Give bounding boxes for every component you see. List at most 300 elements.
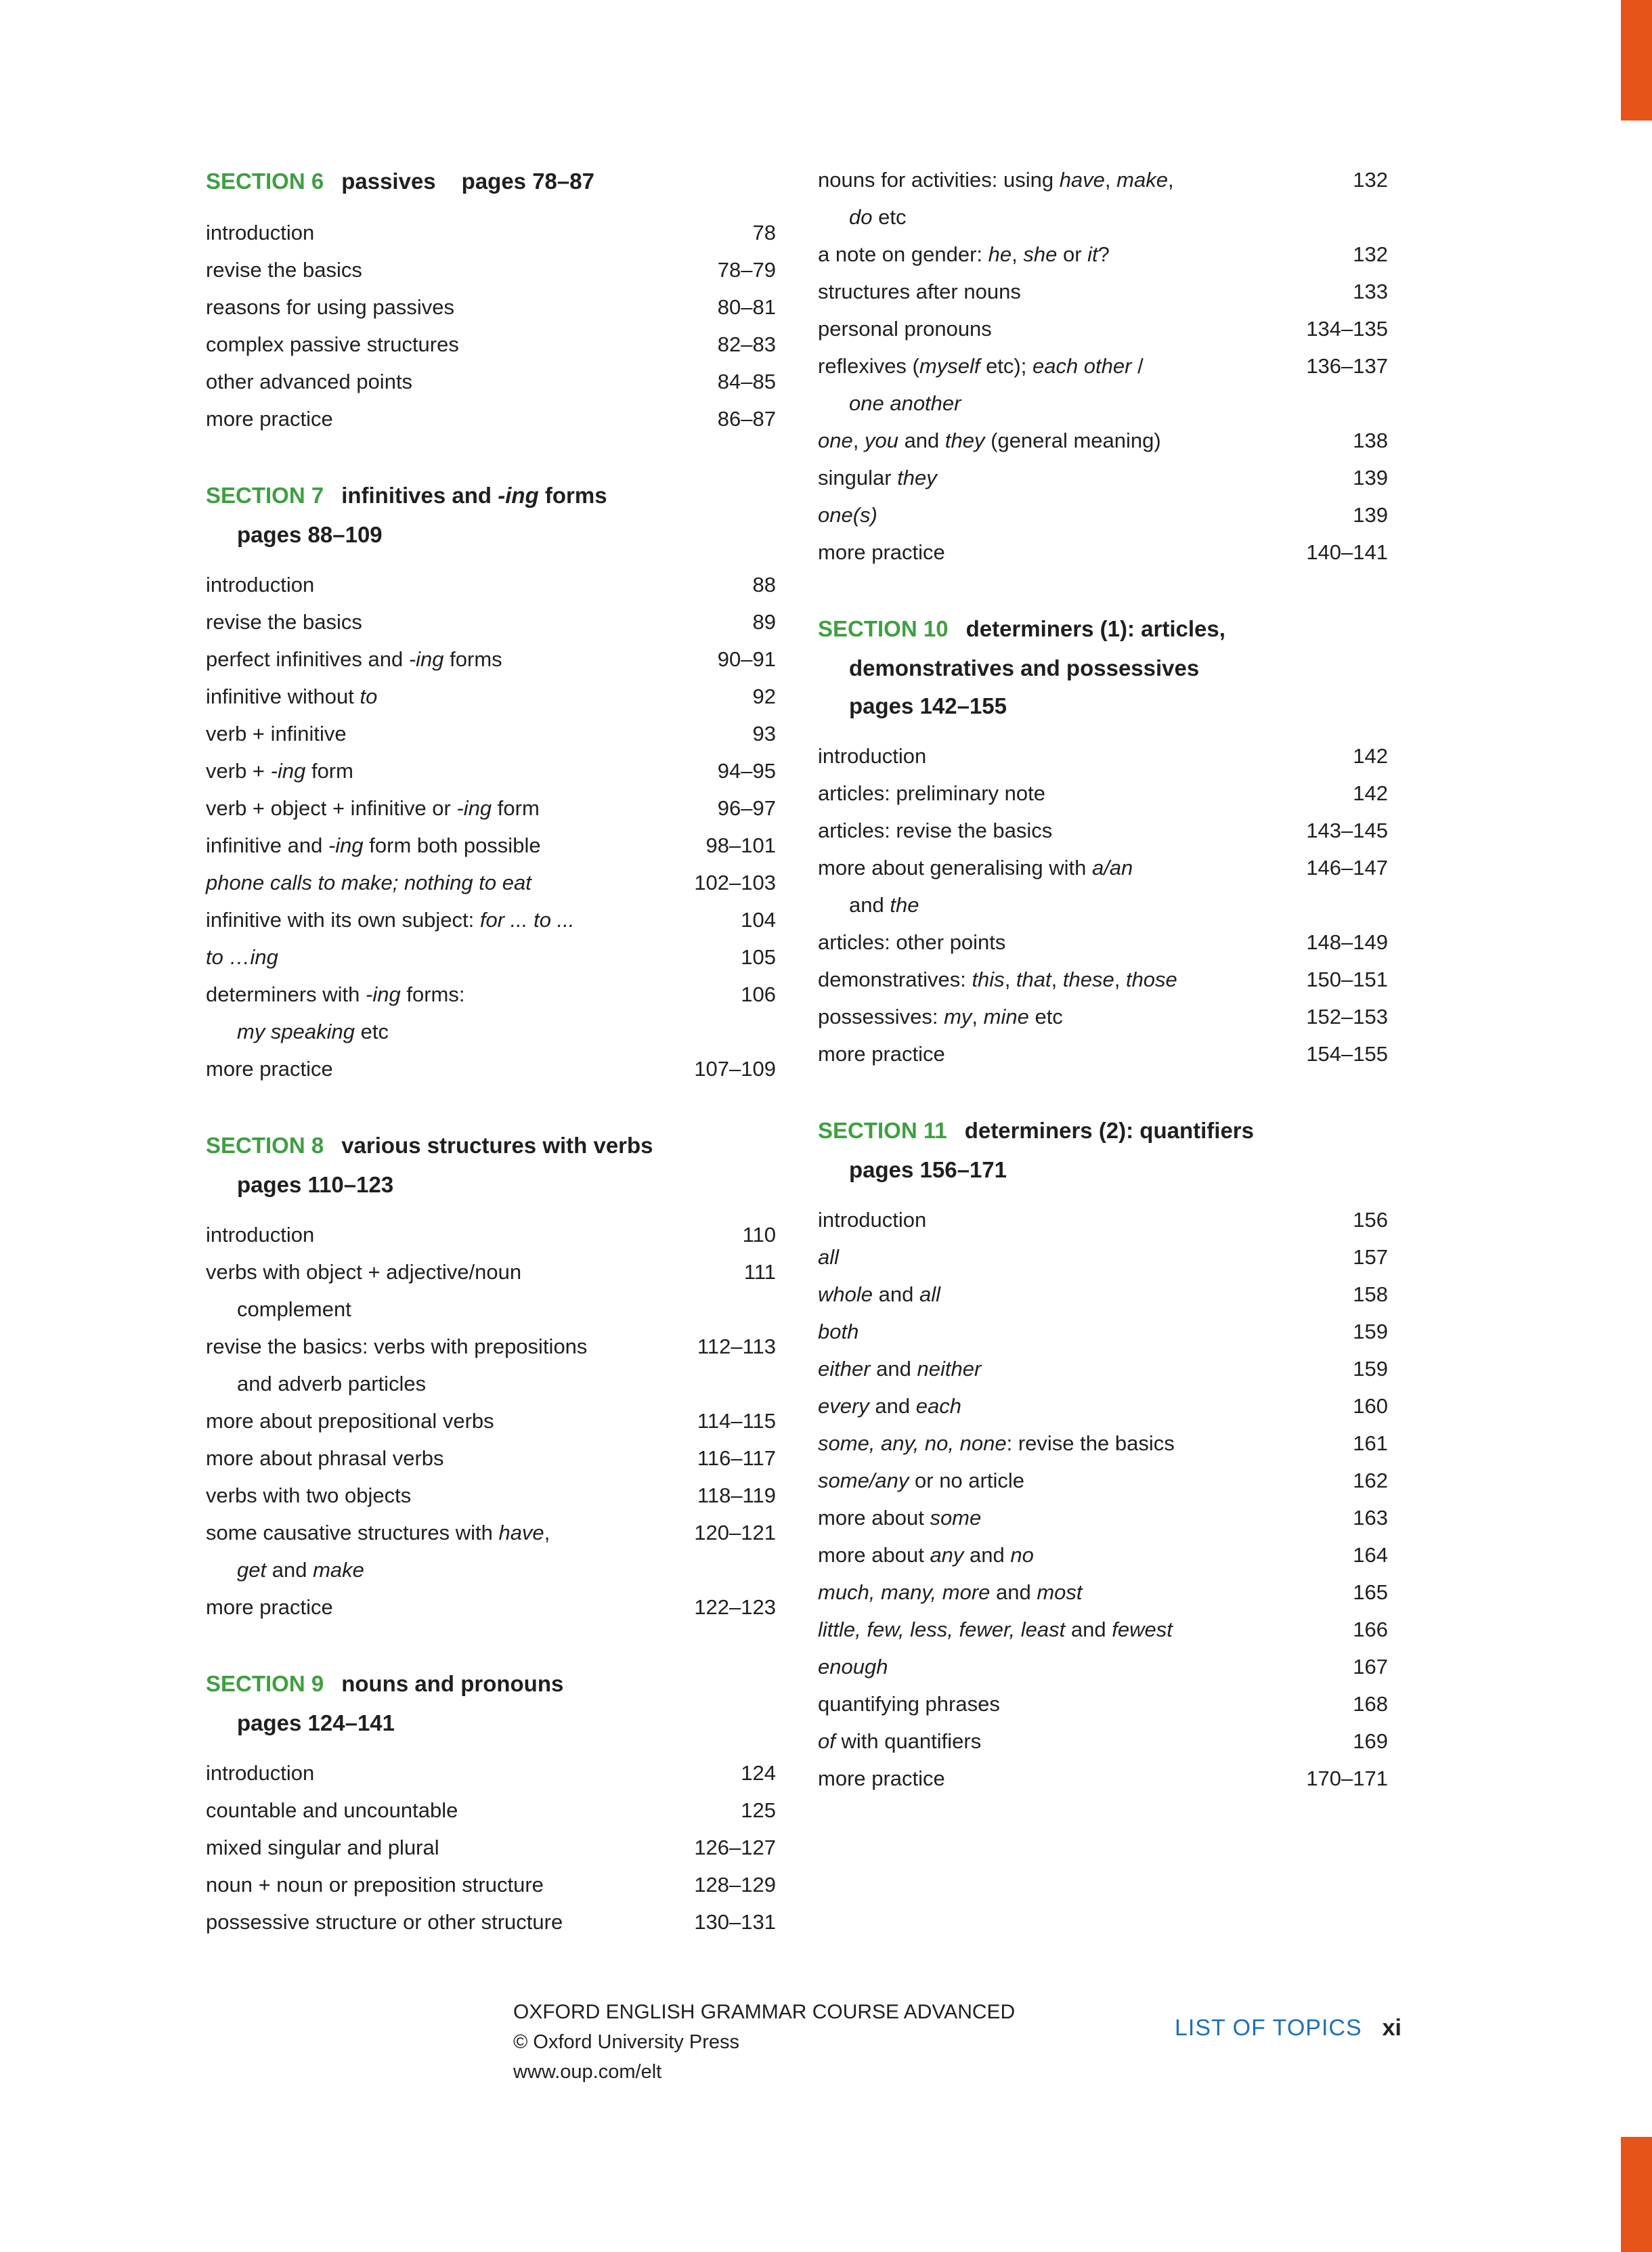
toc-entry: [206, 251, 776, 288]
toc-entry-line: [206, 715, 776, 752]
toc-entry-label: nouns for activities: using have, make,: [818, 168, 1174, 192]
section-heading: [818, 1110, 1388, 1189]
toc-entry: [818, 161, 1388, 236]
toc-entry-line: [206, 1253, 776, 1291]
toc-column-left: [206, 161, 776, 1941]
toc-entry-pages: 88: [752, 573, 776, 597]
toc-entry-line: [206, 288, 776, 326]
toc-entry-continuation: get and make: [237, 1558, 364, 1582]
toc-entry: [818, 737, 1388, 775]
toc-entry-continuation: and the: [849, 893, 919, 917]
toc-entry-line: [206, 1050, 776, 1087]
toc-entry-pages: 124: [741, 1761, 776, 1785]
section-number: SECTION 6: [206, 169, 324, 194]
toc-entry-pages: 143–145: [1306, 819, 1388, 842]
toc-entry-line: [818, 1648, 1388, 1685]
toc-entry: [818, 459, 1388, 496]
toc-entry-label: introduction: [818, 744, 927, 768]
toc-entry-pages: 133: [1353, 280, 1388, 303]
toc-entries: [818, 1201, 1388, 1797]
toc-entry-line: [206, 678, 776, 715]
section-pages: pages 88–109: [237, 522, 383, 547]
toc-entry-line: [206, 1216, 776, 1253]
toc-entry: [206, 1402, 776, 1439]
toc-entry: [818, 1574, 1388, 1611]
section-heading-line: [206, 161, 776, 202]
toc-entry-line: [206, 1792, 776, 1829]
toc-entry-label: more practice: [818, 1042, 945, 1066]
toc-entry-label: structures after nouns: [818, 280, 1021, 303]
toc-entry-pages: 142: [1353, 744, 1388, 768]
imprint-copyright: © Oxford University Press: [513, 2031, 739, 2053]
toc-entry-line: [206, 901, 776, 938]
toc-entry: [818, 1238, 1388, 1276]
toc-entry: [206, 1903, 776, 1941]
toc-entry-label: verb + infinitive: [206, 722, 347, 745]
toc-entry-pages: 128–129: [694, 1873, 776, 1897]
toc-entry: [818, 849, 1388, 924]
toc-entry-line: [206, 1328, 776, 1365]
toc-entry-label: quantifying phrases: [818, 1692, 1000, 1716]
toc-entry-line: [206, 1477, 776, 1514]
toc-entry-label: more about phrasal verbs: [206, 1446, 444, 1470]
toc-entry-label: more about prepositional verbs: [206, 1409, 494, 1433]
toc-entry: [206, 1754, 776, 1792]
toc-entry-continuation: and adverb particles: [237, 1372, 427, 1395]
toc-entry: [206, 938, 776, 976]
toc-entry-line: [206, 326, 776, 363]
toc-entry-label: more practice: [206, 1057, 333, 1081]
toc-entry-line: [206, 864, 776, 901]
toc-entry-label: verb + object + infinitive or -ing form: [206, 796, 540, 820]
toc-entry-line: [818, 737, 1388, 775]
toc-entries: [818, 737, 1388, 1073]
toc-entry-pages: 78–79: [717, 258, 776, 282]
toc-entry: [818, 1035, 1388, 1073]
section-pages: pages 156–171: [849, 1157, 1007, 1182]
toc-entry: [818, 775, 1388, 812]
toc-entry-label: articles: other points: [818, 930, 1006, 954]
toc-entry: [206, 715, 776, 752]
toc-entry-label: perfect infinitives and -ing forms: [206, 647, 502, 671]
toc-entry-continuation: my speaking etc: [237, 1020, 389, 1043]
toc-entry: [206, 1216, 776, 1253]
toc-entry-pages: 164: [1353, 1543, 1388, 1567]
toc-entry-label: introduction: [818, 1208, 927, 1232]
toc-entry-line: [818, 1276, 1388, 1313]
toc-entry-label: determiners with -ing forms:: [206, 982, 465, 1006]
toc-section: [818, 161, 1388, 571]
toc-entry-label: either and neither: [818, 1357, 982, 1381]
toc-entry-pages: 157: [1353, 1245, 1388, 1269]
toc-entry: [206, 1477, 776, 1514]
toc-entry: [206, 1253, 776, 1328]
section-pages: pages 110–123: [237, 1172, 394, 1197]
toc-entry-pages: 152–153: [1306, 1005, 1388, 1028]
toc-entry-label: enough: [818, 1655, 888, 1679]
toc-entry: [206, 1829, 776, 1866]
toc-entry-label: some, any, no, none: revise the basics: [818, 1431, 1175, 1455]
toc-entry-pages: 142: [1353, 781, 1388, 805]
page-edge-stripe-bottom: [1621, 2137, 1652, 2252]
toc-entry: [818, 1760, 1388, 1797]
toc-section: [206, 1125, 776, 1626]
toc-entry-line: [818, 1499, 1388, 1536]
toc-entry-pages: 102–103: [694, 871, 776, 894]
toc-entry-line: [818, 1723, 1388, 1760]
toc-entry-label: verbs with two objects: [206, 1484, 412, 1507]
toc-entry-label: singular they: [818, 466, 937, 490]
toc-entry: [818, 998, 1388, 1035]
toc-entry-pages: 80–81: [717, 295, 776, 319]
toc-entry-label: verb + -ing form: [206, 759, 353, 783]
toc-entry-pages: 166: [1353, 1618, 1388, 1641]
toc-entry: [818, 812, 1388, 849]
toc-entry-label: one, you and they (general meaning): [818, 429, 1161, 452]
toc-entry-label: more about some: [818, 1506, 982, 1530]
toc-entry-pages: 138: [1353, 429, 1388, 452]
toc-entry-line: [206, 752, 776, 789]
toc-entry-line: [206, 1903, 776, 1941]
toc-entry-label: infinitive and -ing form both possible: [206, 833, 541, 857]
section-number: SECTION 8: [206, 1133, 324, 1158]
toc-entry: [818, 1499, 1388, 1536]
toc-entry-pages: 148–149: [1306, 930, 1388, 954]
toc-entry: [818, 1648, 1388, 1685]
section-heading-line: [818, 1110, 1388, 1151]
toc-entry-pages: 168: [1353, 1692, 1388, 1716]
toc-entry-pages: 136–137: [1306, 354, 1388, 378]
toc-entry-line: [818, 496, 1388, 534]
section-title: infinitives and -ing forms: [341, 483, 607, 508]
toc-entry-label: possessive structure or other structure: [206, 1910, 563, 1934]
toc-entry-label: reasons for using passives: [206, 295, 455, 319]
toc-entry: [818, 1276, 1388, 1313]
toc-entry-continuation: complement: [237, 1297, 351, 1321]
toc-entry-label: one(s): [818, 503, 877, 527]
toc-entry: [818, 1313, 1388, 1350]
toc-entry-line: [206, 1829, 776, 1866]
section-number: SECTION 9: [206, 1671, 324, 1696]
toc-entry-pages: 165: [1353, 1580, 1388, 1604]
toc-entry: [206, 827, 776, 864]
toc-entry-pages: 150–151: [1306, 968, 1388, 991]
section-heading-line: [206, 475, 776, 516]
toc-entry-pages: 162: [1353, 1469, 1388, 1492]
toc-entry-line: [818, 1350, 1388, 1387]
toc-entry-label: more about any and no: [818, 1543, 1034, 1567]
toc-entry-pages: 106: [741, 982, 776, 1006]
toc-entry-pages: 140–141: [1306, 540, 1388, 564]
toc-entry-label: introduction: [206, 1761, 315, 1785]
toc-entry: [818, 1723, 1388, 1760]
toc-entry-label: complex passive structures: [206, 332, 459, 356]
toc-entry-line: [206, 1402, 776, 1439]
toc-entry-pages: 120–121: [694, 1521, 776, 1544]
toc-entry: [206, 288, 776, 326]
toc-entry-line: [818, 1201, 1388, 1238]
page-edge-stripe-top: [1621, 0, 1652, 121]
toc-entry-line: [818, 775, 1388, 812]
toc-entry-pages: 110: [742, 1223, 776, 1247]
toc-entry-pages: 98–101: [705, 833, 776, 857]
toc-entries: [206, 1216, 776, 1626]
footer-section-label: LIST OF TOPICS: [1175, 2015, 1362, 2041]
toc-entries: [206, 566, 776, 1087]
toc-entry-label: noun + noun or preposition structure: [206, 1873, 544, 1897]
toc-columns: [206, 161, 1388, 1941]
toc-entry-pages: 158: [1353, 1282, 1388, 1306]
footer-page-number: xi: [1382, 2015, 1401, 2041]
toc-entry-pages: 126–127: [694, 1836, 776, 1859]
section-title: various structures with verbs: [341, 1133, 653, 1158]
toc-entry-line: [818, 310, 1388, 347]
toc-entry-label: countable and uncountable: [206, 1798, 458, 1822]
toc-entry-line: [206, 214, 776, 251]
section-heading: [206, 475, 776, 554]
toc-entry-line: [818, 1238, 1388, 1276]
toc-entry-label: more practice: [818, 540, 945, 564]
section-heading: [206, 1664, 776, 1742]
toc-entry-line: [206, 566, 776, 603]
toc-entry-line: [818, 534, 1388, 571]
toc-entry-line: [206, 827, 776, 864]
toc-entry-pages: 160: [1353, 1394, 1388, 1418]
toc-entry-label: reflexives (myself etc); each other /: [818, 354, 1144, 378]
toc-entry-pages: 169: [1353, 1729, 1388, 1753]
toc-entry-label: a note on gender: he, she or it?: [818, 242, 1110, 266]
toc-entry-line: [818, 1387, 1388, 1425]
toc-entry-pages: 107–109: [694, 1057, 776, 1081]
toc-entry-line: [818, 961, 1388, 998]
toc-entry-label: whole and all: [818, 1282, 940, 1306]
toc-entry-label: much, many, more and most: [818, 1580, 1083, 1604]
toc-entry-line: [818, 1760, 1388, 1797]
toc-entry-line: [818, 924, 1388, 961]
toc-entry: [818, 1685, 1388, 1723]
toc-entry-pages: 89: [752, 610, 776, 634]
toc-entry-line: [818, 347, 1388, 385]
toc-entry: [818, 236, 1388, 273]
toc-entry-pages: 130–131: [694, 1910, 776, 1934]
toc-entry: [818, 961, 1388, 998]
toc-entry-pages: 78: [752, 221, 776, 244]
section-number: SECTION 11: [818, 1118, 947, 1143]
toc-entry-line: [206, 1588, 776, 1626]
toc-entry-pages: 84–85: [717, 370, 776, 393]
toc-entry-pages: 163: [1353, 1506, 1388, 1530]
section-title: determiners (2): quantifiers: [964, 1118, 1254, 1143]
toc-entry-pages: 118–119: [697, 1484, 776, 1507]
toc-entry-label: introduction: [206, 1223, 315, 1247]
toc-entry-label: some causative structures with have,: [206, 1521, 550, 1544]
toc-entry-label: more about generalising with a/an: [818, 856, 1133, 880]
toc-entry-label: every and each: [818, 1394, 961, 1418]
toc-entry-line: [818, 459, 1388, 496]
toc-entry: [206, 1439, 776, 1477]
toc-entry-line: [818, 1313, 1388, 1350]
toc-entry-pages: 93: [752, 722, 776, 745]
toc-entry: [818, 1536, 1388, 1574]
toc-entry-line: [818, 422, 1388, 459]
section-pages: pages 124–141: [237, 1710, 395, 1735]
toc-section: [206, 161, 776, 437]
toc-entry: [206, 901, 776, 938]
toc-entry-line: [818, 236, 1388, 273]
toc-entry-line: [818, 1685, 1388, 1723]
section-title-line: demonstratives and possessives: [849, 655, 1200, 680]
section-heading-line: [206, 1664, 776, 1704]
toc-entry: [206, 566, 776, 603]
toc-entry-label: infinitive with its own subject: for ... to ...: [206, 908, 575, 932]
toc-entry-label: both: [818, 1320, 859, 1343]
toc-entry-label: revise the basics: verbs with prepositions: [206, 1335, 588, 1358]
toc-entry-pages: 111: [743, 1260, 776, 1284]
toc-entry-line: [206, 641, 776, 678]
toc-entry-label: little, few, less, fewer, least and fewest: [818, 1618, 1173, 1641]
toc-entry-label: introduction: [206, 221, 315, 244]
toc-entry-label: introduction: [206, 573, 315, 597]
toc-entry-pages: 105: [741, 945, 776, 969]
toc-entry-pages: 125: [741, 1798, 776, 1822]
toc-entry-label: revise the basics: [206, 258, 362, 282]
toc-entry-pages: 132: [1353, 242, 1388, 266]
toc-entry: [206, 976, 776, 1050]
toc-entries: [206, 214, 776, 437]
toc-entry-pages: 114–115: [697, 1409, 776, 1433]
toc-entry-line: [818, 1462, 1388, 1499]
toc-entry-pages: 86–87: [717, 407, 776, 431]
toc-section: [206, 1664, 776, 1941]
toc-entry: [206, 641, 776, 678]
toc-entry-pages: 122–123: [694, 1595, 776, 1619]
toc-entry-label: revise the basics: [206, 610, 362, 634]
toc-entry: [206, 1588, 776, 1626]
toc-section: [818, 1110, 1388, 1797]
toc-entry-label: demonstratives: this, that, these, those: [818, 968, 1177, 991]
toc-entry-pages: 96–97: [717, 796, 776, 820]
toc-entry: [818, 347, 1388, 422]
toc-entry: [818, 1350, 1388, 1387]
toc-entry-pages: 134–135: [1306, 317, 1388, 341]
toc-entry-label: of with quantifiers: [818, 1729, 982, 1753]
toc-entry: [206, 1514, 776, 1588]
toc-entry-line: [818, 1035, 1388, 1073]
toc-entry-label: verbs with object + adjective/noun: [206, 1260, 522, 1284]
toc-entry-pages: 139: [1353, 466, 1388, 490]
toc-entry: [818, 534, 1388, 571]
toc-entry-pages: 159: [1353, 1320, 1388, 1343]
toc-entry-continuation: one another: [849, 391, 961, 415]
section-number: SECTION 7: [206, 483, 324, 508]
toc-entry: [818, 1387, 1388, 1425]
toc-entry-line: [818, 998, 1388, 1035]
toc-entry-label: more practice: [818, 1767, 945, 1790]
toc-entry-label: to …ing: [206, 945, 278, 969]
toc-entry: [206, 864, 776, 901]
toc-entry-label: more practice: [206, 407, 333, 431]
toc-entry-label: personal pronouns: [818, 317, 992, 341]
imprint-book-title: OXFORD ENGLISH GRAMMAR COURSE ADVANCED: [513, 2001, 1016, 2023]
toc-entry-pages: 139: [1353, 503, 1388, 527]
toc-entry-continuation: do etc: [849, 205, 907, 229]
toc-entry-line: [206, 938, 776, 976]
section-heading-line: [206, 1125, 776, 1166]
toc-entry-line: [818, 161, 1388, 198]
toc-entry-pages: 159: [1353, 1357, 1388, 1381]
toc-entry-pages: 116–117: [697, 1446, 776, 1470]
section-pages: pages 142–155: [849, 693, 1007, 718]
toc-entry-pages: 104: [741, 908, 776, 932]
toc-entry-pages: 170–171: [1306, 1767, 1388, 1790]
toc-entry-pages: 94–95: [717, 759, 776, 783]
toc-entry-label: possessives: my, mine etc: [818, 1005, 1063, 1028]
toc-entry-line: [206, 1439, 776, 1477]
toc-entry-line: [818, 1536, 1388, 1574]
section-heading: [206, 161, 776, 202]
toc-entry: [206, 400, 776, 437]
section-pages: pages 78–87: [461, 169, 594, 194]
toc-entry: [818, 310, 1388, 347]
section-title: nouns and pronouns: [341, 1671, 564, 1696]
toc-entry-label: articles: revise the basics: [818, 819, 1053, 842]
toc-entry-line: [206, 363, 776, 400]
imprint-url: www.oup.com/elt: [513, 2061, 662, 2083]
toc-entry-line: [818, 812, 1388, 849]
footer-right-group: [1175, 2015, 1401, 2041]
toc-entry-line: [206, 1866, 776, 1903]
toc-entries: [206, 1754, 776, 1941]
section-heading: [206, 1125, 776, 1204]
toc-entry-line: [206, 603, 776, 641]
toc-entry: [206, 363, 776, 400]
toc-entry-label: mixed singular and plural: [206, 1836, 439, 1859]
toc-entry-pages: 146–147: [1306, 856, 1388, 880]
toc-entry: [818, 1201, 1388, 1238]
toc-entry-label: articles: preliminary note: [818, 781, 1045, 805]
toc-entry: [206, 752, 776, 789]
toc-entry-line: [206, 1754, 776, 1792]
toc-entry-line: [206, 251, 776, 288]
toc-entry-line: [206, 1514, 776, 1551]
toc-entry: [818, 273, 1388, 310]
toc-entry-pages: 167: [1353, 1655, 1388, 1679]
toc-entry: [206, 214, 776, 251]
section-title: passives: [341, 169, 436, 194]
toc-entry-line: [206, 976, 776, 1013]
section-number: SECTION 10: [818, 616, 949, 641]
toc-entry-pages: 92: [752, 685, 776, 708]
toc-entry-label: more practice: [206, 1595, 333, 1619]
toc-entry: [818, 496, 1388, 534]
toc-entry: [818, 422, 1388, 459]
toc-entry: [206, 1328, 776, 1402]
toc-entry-line: [818, 1574, 1388, 1611]
toc-entry-line: [818, 849, 1388, 886]
toc-entry-line: [818, 1425, 1388, 1462]
toc-entry: [206, 678, 776, 715]
toc-entry-line: [206, 789, 776, 827]
toc-entry: [206, 603, 776, 641]
toc-entry: [818, 924, 1388, 961]
toc-entry: [206, 1050, 776, 1087]
toc-section: [818, 609, 1388, 1073]
toc-entry: [206, 326, 776, 363]
toc-entry-line: [206, 400, 776, 437]
toc-entry-line: [818, 273, 1388, 310]
toc-entry-label: infinitive without to: [206, 685, 378, 708]
section-heading-line: [818, 609, 1388, 649]
